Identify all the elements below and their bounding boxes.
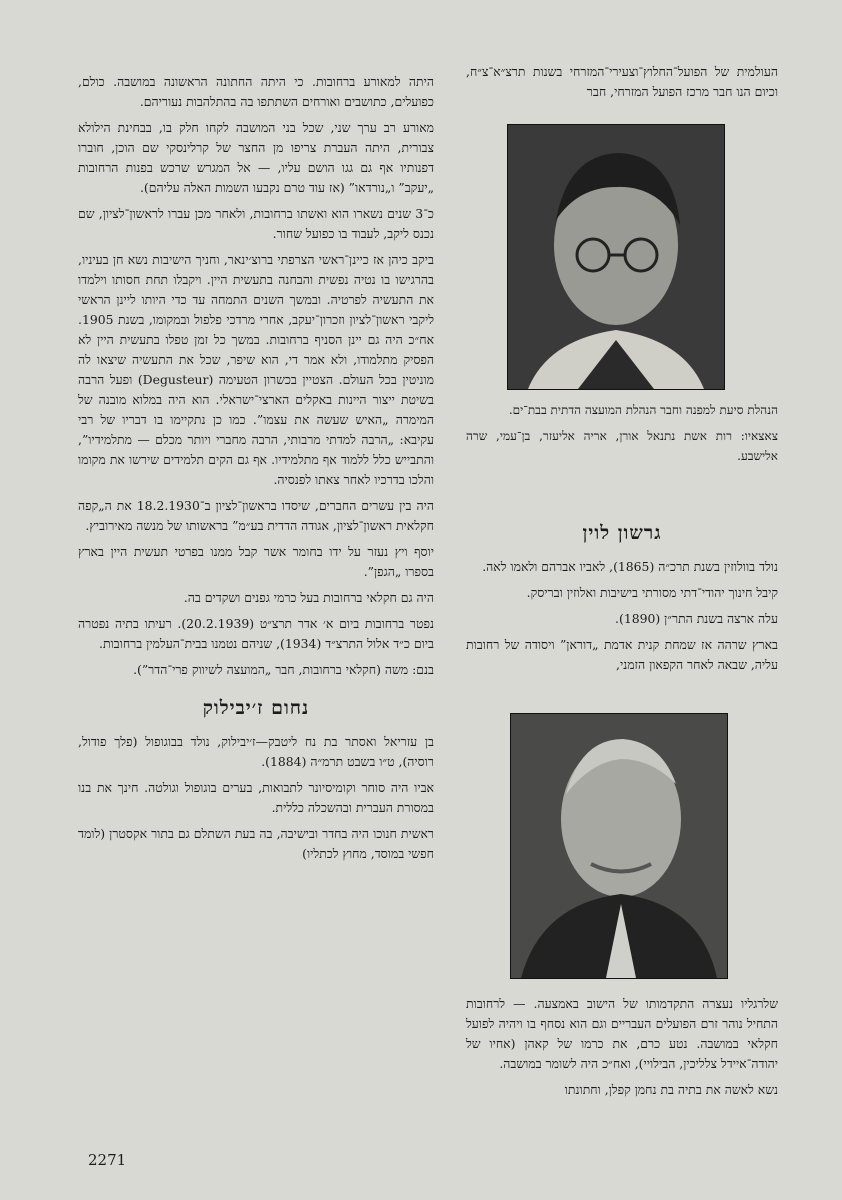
caption-block — [466, 400, 778, 472]
paragraph: העולמית של הפועל־החלוץ־וצעירי־המזרחי בשנות תרצ״א־צ״ח, וכיום הנו חבר מרכז הפועל המזרחי, חבר — [466, 64, 778, 99]
paragraph: נפטר ברחובות ביום א׳ אדר תרצ״ט (20.2.1939). רעיתו בתיה נפטרה ביום כ״ד אלול התרצ״ד (1934), שניהם נטמנו בבית־העלמין ברחובות. — [78, 616, 434, 651]
paragraph: אביו היה סוחר וקומיסיונר לתבואות, בערים בוגופול וגולטה. חינך את בנו במסורת העברית ובהשכלה כללית. — [78, 780, 434, 815]
paragraph: בנם: משה (חקלאי ברחובות, חבר „המועצה לשיווק פרי־הדר”). — [133, 662, 434, 677]
paragraph: שלרגליו נעצרה התקדמותו של הישוב באמצעה. — לרחובות התחיל נוהר זרם הפועלים העבריים וגם הוא נסחף בו ויהיה לפועל חקלאי במושבה. נטע כרם, את כרמו של קאהן (אחיו של יהודה־איידל צלליכין, הבילויי), ואח״כ היה לשומר במושבה. — [466, 996, 778, 1071]
paragraph: בן עזריאל ואסתר בת נח ליטבק—ז׳יבילוק, נולד בבוגופול (פלך פודול, רוסיה), ט״ו בשבט תרמ״ה (1884). — [78, 734, 434, 769]
paragraph: נשא לאשה את בתיה בת נחמן קפלן, וחתונתו — [564, 1082, 778, 1097]
portrait-man-glasses-icon — [507, 124, 725, 390]
section-heading: נחום ז׳יבילוק — [202, 697, 310, 719]
paragraph: נולד בוולוזין בשנת תרכ״ה (1865), לאביו אברהם ולאמו לאה. — [482, 559, 778, 574]
page-number: 2271 — [88, 1151, 127, 1169]
paragraph: בארץ שרהה אז שמחת קנית אדמת „דוראן” ויסודה של רחובות עליה, שבאה לאחר הקפאון הזמני, — [466, 637, 778, 672]
paragraph: היתה למאורע ברחובות. כי היתה החתונה הראשונה במושבה. כולם, כפועלים, כתושבים ואורחים השתתפו בה בהתלהבות נעוריהם. — [78, 74, 434, 109]
descendants-text: צאצאיו: רות אשת נתנאל אורן, אריה אליעזר, בן־עמי, שרה אלישבע. — [466, 429, 778, 463]
paragraph: היה גם חקלאי ברחובות בעל כרמי גפנים ושקדים בה. — [183, 590, 434, 605]
left-column — [78, 72, 434, 870]
paragraph: היה בין עשרים החברים, שיסדו בראשון־לציון ב־18.2.1930 את ה„קפה חקלאית ראשון־לציון, אגודה הדדית בע״מ” בראשותו של מנשה מאירוביץ. — [78, 498, 435, 533]
paragraph: כ־3 שנים נשארו הוא ואשתו ברחובות, ולאחר מכן עברו לראשון־לציון, שם נכנס ליקב, לעבוד בו כפועל שחור. — [78, 206, 434, 241]
paragraph: ראשית חנוכו היה בחדר ובישיבה, בה בעת השתלם גם בתור אקסטרן (לומד חפשי במוסד, מחוץ לכתליו) — [78, 826, 434, 861]
right-column-top — [466, 62, 778, 108]
paragraph: עלה ארצה בשנת התר״ן (1890). — [615, 611, 778, 626]
photo-caption: הנהלת סיעת למפנה וחבר הנהלת המועצה הדתית בבת־ים. — [508, 403, 778, 417]
portrait-older-man-icon — [510, 713, 728, 979]
right-column-bottom — [466, 994, 778, 1106]
right-column-section — [466, 505, 778, 681]
paragraph: קיבל חינוך יהודי־דתי מסורתי בישיבות ואלוזין ובריסק. — [526, 585, 778, 600]
section-heading: גרשון לוין — [582, 522, 662, 544]
portrait-photo-1 — [508, 125, 724, 389]
portrait-photo-2 — [511, 714, 727, 978]
paragraph: מאורע רב ערך שני, שכל בני המושבה לקחו חלק בו, בבחינת הילולא צבורית, היתה העברת צריפו מן החצר של קרלינסקי שם הוכן, חוברו דפנותיו אף גם גגו הושם עליו, — אל המגרש שרכש בפנות הרחובות „יעקב” ו„נורדאו” (אז עוד טרם נקבעו השמות האלה עליהם). — [78, 120, 434, 195]
paragraph: יוסף ויץ נעזר על ידו בחומר אשר קבל ממנו בפרטי תעשית היין בארץ בספרו „הגפן”. — [78, 544, 434, 579]
paragraph: ביקב כיהן אז כיינן־ראשי הצרפתי ברוצ׳ינאר, וחניך הישיבות נשא חן בעיניו, בהרגישו בו נטיה נפשית והבחנה בתעשית היין. ויקבלו תחת חסותו וילמדו את התעשיה לפרטיה. ובמשך השנים התמחה עד כדי היותו ליינן הראשי ליקבי ראשון־לציון וזכרון־יעקב, אחרי מרדכי פלפול ובמקומו, בשנת 1905. אח״כ היה גם יינן הסניף ברחובות. במשך כל זמן טפלו בתעשית היין לא הפסיק מתלמודו, ולא אמר די, הוא שיפר, שכל את התעשיה שיצאו לה מוניטין בכל העולם. הצטיין בכשרון הטעימה (Degusteur) ופעל הרבה בשיטת ייצור היינות באקלים הארצי־ישראלי. הוא היה במלוא מובנה של המימרה „האיש שעשה את עצמו”. כמו כן נתקיימו בו דבריו של רבי עקיבא: „הרבה למדתי מרבותי, הרבה מחברי ויותר מכלם — מתלמידיו”, והתבייש כלל ללמוד אף מתלמידיו. אף גם הקים תלמידים שירשו את מקומו והלכו בדרכיו לאחר צאתו לפנסיה. — [78, 252, 434, 487]
